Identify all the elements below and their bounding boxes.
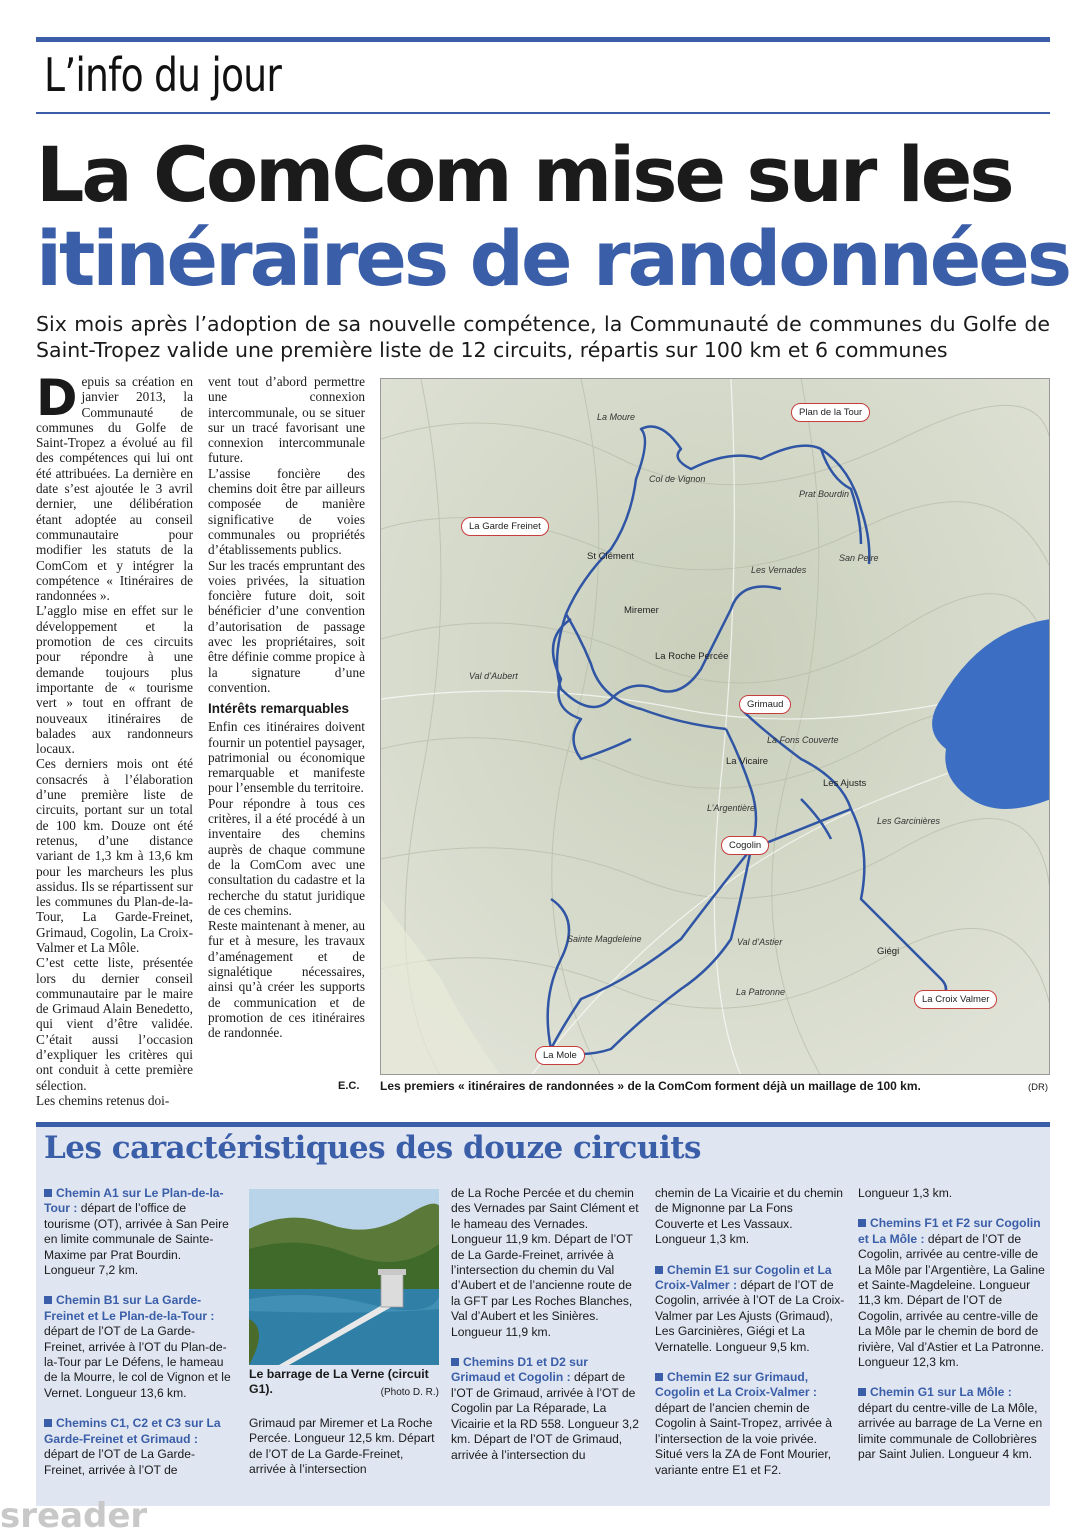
map-graphic bbox=[381, 379, 1050, 1075]
la-verne-dam-photo bbox=[249, 1189, 439, 1365]
circuit-entry bbox=[858, 1216, 1048, 1370]
article-paragraph: L’agglo mise en effet sur le développement et la promotion de ces circuits pour répondre à une demande toujours plus importante de « tourisme vert » tout en offrant de nouveaux itinéraires de balades aux randonneurs locaux. bbox=[36, 603, 193, 757]
circuits-column-1 bbox=[44, 1186, 234, 1493]
bullet-square-icon bbox=[44, 1189, 52, 1197]
map-label-la-moure: La Moure bbox=[597, 412, 636, 422]
article-lede: Six mois après l’adoption de sa nouvelle compétence, la Communauté de communes du Golfe de Saint-Tropez valide une première liste de 12 circuits, répartis sur 100 km et 6 communes bbox=[36, 312, 1050, 362]
map-caption: Les premiers « itinéraires de randonnées » de la ComCom forment déjà un maillage de 100 km. bbox=[380, 1079, 921, 1093]
circuit-entry bbox=[655, 1370, 845, 1478]
article-paragraph: epuis sa création en janvier 2013, la Communauté de communes du Golfe de Saint-Tropez a évolué au fil des compétences qui lui ont été attribuées. La dernière en date s’est ajoutée le 3 avril dernier, une délibération étant adoptée au conseil communautaire pour modifier les statuts de la ComCom et y intégrer la compétence « Itinéraires de randonnées ». bbox=[36, 374, 193, 604]
map-label-val-d-aubert: Val d’Aubert bbox=[469, 671, 518, 681]
circuit-text: départ de l’OT de La Garde-Freinet, arrivée à l’OT du Plan-de-la-Tour par Le Défens, le hameau de la Mourre, le col de Vignon et le Vernet. Longueur 13,6 km. bbox=[44, 1324, 231, 1400]
circuit-heading: Chemins D1 et D2 sur Grimaud et Cogolin : bbox=[451, 1355, 589, 1385]
circuit-text: de La Roche Percée et du chemin des Vernades par Saint Clément et le hameau des Vernades. Longueur 11,9 km. Départ de l’OT de La Garde-Freinet, arrivée à l’intersection du chemin du Val d’Aubert et de l’ancienne route de la GFT par Les Roches Blanches, Val d’Aubert et les Sinières. Longueur 11,9 km. bbox=[451, 1186, 639, 1339]
circuit-heading: Chemin A1 sur Le Plan-de-la-Tour : bbox=[44, 1186, 224, 1216]
map-town-la-croix-valmer: La Croix Valmer bbox=[914, 990, 997, 1009]
map-label-giegi: Giégi bbox=[877, 946, 900, 957]
article-subhead: Intérêts remarquables bbox=[208, 701, 350, 717]
article-paragraph: Ces derniers mois ont été consacrés à l’élaboration d’une première liste de circuits, portant sur un total de 100 km. Douze ont été retenus, d’une distance variant de 1,3 km à 13,6 km pour les marcheurs les plus assidus. Ils se répartissent sur les communes du Plan-de-la-Tour, La Garde-Freinet, Grimaud, Cogolin, La Croix-Valmer et La Môle. bbox=[36, 756, 193, 955]
circuits-column-5 bbox=[858, 1186, 1048, 1478]
drop-cap: D bbox=[36, 369, 78, 427]
bullet-square-icon bbox=[44, 1419, 52, 1427]
map-town-cogolin: Cogolin bbox=[721, 836, 769, 855]
article-paragraph: Les chemins retenus doi- bbox=[36, 1092, 170, 1108]
circuit-text: départ de l’OT de Grimaud, arrivée à l’OT de Cogolin par La Réparade, La Vicairie et la RD 558. Longueur 3,2 km. Départ de l’OT de Grimaud, arrivée à l’intersection du bbox=[451, 1370, 640, 1462]
map-label-les-ajusts: Les Ajusts bbox=[823, 778, 867, 789]
circuit-heading: Chemins F1 et F2 sur Cogolin et La Môle : bbox=[858, 1216, 1041, 1246]
circuit-text: départ de l’OT de La Garde-Freinet, arrivée à l’OT de bbox=[44, 1447, 196, 1477]
bullet-square-icon bbox=[655, 1266, 663, 1274]
bullet-square-icon bbox=[858, 1388, 866, 1396]
dam-photo-graphic bbox=[249, 1189, 439, 1365]
circuit-entry bbox=[451, 1355, 641, 1463]
map-label-les-vernades: Les Vernades bbox=[751, 565, 807, 575]
map-label-val-d-astier: Val d’Astier bbox=[737, 937, 783, 947]
article-column-2 bbox=[208, 374, 365, 1040]
map-label-st-clement: St Clément bbox=[587, 551, 634, 562]
photo-caption-text: Le barrage de La Verne (circuit G1). bbox=[249, 1367, 429, 1396]
circuit-entry bbox=[44, 1416, 234, 1478]
circuit-entry bbox=[44, 1186, 234, 1278]
section-rubric: L’info du jour bbox=[44, 48, 282, 102]
circuit-heading: Chemins C1, C2 et C3 sur La Garde-Freinet et Grimaud : bbox=[44, 1416, 221, 1446]
top-rule bbox=[36, 37, 1050, 42]
circuit-text: départ de l’office de tourisme (OT), arrivée à San Peire en limite communale de Sainte-Maxime par Prat Bourdin. Longueur 7,2 km. bbox=[44, 1201, 229, 1278]
article-paragraph: C’est cette liste, présentée lors du dernier conseil communautaire par le maire de Grimaud Alain Benedetto, qui vient d’être validée. C’était aussi l’occasion d’expliquer les critères qui ont conduit à cette première sélection. bbox=[36, 955, 193, 1093]
circuit-text: départ de l’OT de Cogolin, arrivée à l’OT de La Croix-Valmer par Les Ajusts (Grimaud), Les Garcinières, Giégi et La Vernatelle. Longueur 9,5 km. bbox=[655, 1278, 845, 1354]
map-label-miremer: Miremer bbox=[624, 605, 659, 616]
map-town-la-mole: La Mole bbox=[535, 1046, 585, 1065]
map-town-grimaud: Grimaud bbox=[739, 695, 791, 714]
article-paragraph: Reste maintenant à mener, au fur et à mesure, les travaux d’aménagement et de signalétique nécessaires, ainsi qu’à créer les supports de communication et de promotion de ces itinéraires de randonnée. bbox=[208, 918, 365, 1041]
circuit-entry bbox=[858, 1385, 1048, 1462]
map-town-la-garde-freinet: La Garde Freinet bbox=[461, 517, 549, 536]
article-paragraph: Pour répondre à tous ces critères, il a été procédé à un inventaire des chemins auprès de chaque commune de la ComCom avec une consultation du cadastre et la recherche du statut juridique de ces chemins. bbox=[208, 795, 365, 918]
photo-credit: (Photo D. R.) bbox=[380, 1387, 439, 1398]
circuit-text: Grimaud par Miremer et La Roche Percée. Longueur 12,5 km. Départ de l’OT de La Garde-Freinet, arrivée à l’intersection bbox=[249, 1416, 435, 1477]
circuits-column-4 bbox=[655, 1186, 845, 1493]
circuit-heading: Chemin G1 sur La Môle : bbox=[870, 1385, 1012, 1400]
map-label-la-roche-percee: La Roche Percée bbox=[655, 651, 729, 662]
circuit-entry bbox=[44, 1293, 234, 1401]
circuit-heading: Chemin E1 sur Cogolin et La Croix-Valmer : bbox=[655, 1262, 832, 1293]
circuit-entry bbox=[655, 1263, 845, 1355]
circuits-box-title: Les caractéristiques des douze circuits bbox=[44, 1130, 702, 1166]
bullet-square-icon bbox=[44, 1296, 52, 1304]
article-paragraph: L’assise foncière des chemins doit être par ailleurs composée de manière significative de voies communales ou propriétés d’établissements publics. bbox=[208, 465, 365, 558]
circuit-text: départ de l’OT de Cogolin, arrivée au centre-ville de La Môle par l’Argentière, La Galine et Sainte-Magdeleine. Longueur 11,3 km. Départ de l’OT de Cogolin, arrivée au centre-ville de La Môle par le chemin de bord de rivière, Val d’Astier et La Patronne. Longueur 12,3 km. bbox=[858, 1231, 1045, 1370]
circuit-text: départ de l’ancien chemin de Cogolin à Saint-Tropez, arrivée à l’intersection de la voie privée. Situé vers la ZA de Font Mourier, variante entre E1 et F2. bbox=[655, 1400, 833, 1477]
photo-caption bbox=[249, 1367, 439, 1400]
bullet-square-icon bbox=[655, 1373, 663, 1381]
map-label-col-de-vignon: Col de Vignon bbox=[649, 474, 706, 484]
headline-line-1: La ComCom mise sur les bbox=[36, 130, 1012, 219]
map-town-plan-de-la-tour: Plan de la Tour bbox=[791, 403, 870, 422]
map-label-la-vicaire: La Vicaire bbox=[726, 756, 769, 767]
map-label-sainte-magdeleine: Sainte Magdeleine bbox=[567, 934, 642, 944]
headline-line-2: itinéraires de randonnées bbox=[36, 214, 1070, 303]
circuit-text: départ du centre-ville de La Môle, arrivée au barrage de La Verne en limite communale de Collobrières par Saint Julien. Longueur 4 km. bbox=[858, 1400, 1043, 1462]
bullet-square-icon bbox=[858, 1219, 866, 1227]
article-paragraph: Sur les tracés empruntant des voies privées, la situation foncière future doit, soit bénéficier d’une convention d’autorisation de passage avec les propriétaires, soit être définie comme propice à la signature d’une convention. bbox=[208, 557, 365, 695]
map-credit: (DR) bbox=[1028, 1082, 1049, 1093]
circuit-heading: Chemin E2 sur Grimaud, Cogolin et La Croix-Valmer : bbox=[655, 1370, 817, 1400]
map-label-les-garcinieres: Les Garcinières bbox=[877, 816, 941, 826]
circuit-text: chemin de La Vicairie et du chemin de Mignonne par La Fons Couverte et Les Vassaux. Longueur 1,3 km. bbox=[655, 1186, 844, 1247]
hiking-routes-map bbox=[380, 378, 1050, 1075]
bullet-square-icon bbox=[451, 1358, 459, 1366]
article-paragraph: Enfin ces itinéraires doivent fournir un potentiel paysager, patrimonial ou économique remarquable et manifeste pour l’ensemble du territoire. bbox=[208, 719, 365, 796]
article-paragraph: vent tout d’abord permettre une connexion intercommunale, ou se situer sur un tracé favorisant une connexion intercommunale future. bbox=[208, 374, 365, 466]
map-label-la-fons-couverte: La Fons Couverte bbox=[767, 735, 839, 745]
circuits-column-2 bbox=[249, 1416, 439, 1493]
map-label-san-peire: San Peire bbox=[839, 553, 879, 563]
map-label-la-patronne: La Patronne bbox=[736, 987, 786, 997]
circuits-column-3 bbox=[451, 1186, 641, 1478]
circuit-heading: Chemin B1 sur La Garde-Freinet et Le Plan-de-la-Tour : bbox=[44, 1293, 215, 1323]
map-label-prat-bourdin: Prat Bourdin bbox=[799, 489, 850, 499]
circuit-text: Longueur 1,3 km. bbox=[858, 1186, 953, 1200]
reader-watermark: sreader bbox=[0, 1496, 148, 1528]
rubric-rule bbox=[36, 112, 1050, 114]
map-label-l-argentiere: L’Argentière bbox=[707, 803, 756, 813]
author-signature: E.C. bbox=[338, 1080, 360, 1092]
article-column-1 bbox=[36, 369, 193, 1108]
